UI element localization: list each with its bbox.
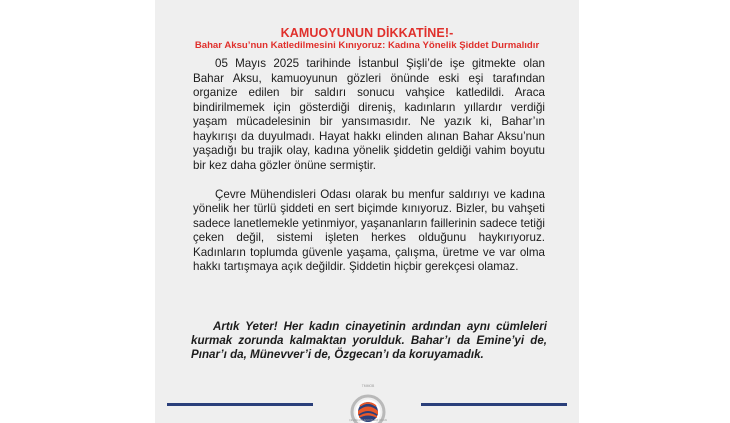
logo-ring-text: ÇEVRE MÜHENDİSLERİ ODASI [348,419,388,422]
press-release-card [155,0,579,423]
footer-rule-right [421,403,567,406]
closing-statement: Artık Yeter! Her kadın cinayetinin ardından aynı cümleleri kurmak zorunda kalmaktan yorulduk. Bahar’ı da Emine’yi de, Pınar’ı da, Münevver’i de, Özgecan’ı da koruyamadık. [191,320,547,361]
paragraph-1: 05 Mayıs 2025 tarihinde İstanbul Şişli’de işe gitmekte olan Bahar Aksu, kamuoyunun gözleri önünde eski eşi tarafından organize edilen bir saldırı sonucu vahşice katledildi. Araca bindirilmemek için gösterdiği direniş, kadınların yıllardır verdiği yaşam mücadelesinin bir yansımasıdır. Ne yazık ki, Bahar’ın haykırışı da duyulmadı. Hayat hakkı elinden alınan Bahar Aksu’nun yaşadığı bu trajik olay, kadına yönelik şiddetin geldiği vahim boyutu bir kez daha gözler önüne sermiştir. [193,57,545,172]
logo-emblem-icon [340,384,396,423]
logo-top-text: TMMOB [361,384,375,388]
announcement-body [193,57,545,275]
announcement-title: KAMUOYUNUN DİKKATİNE!- [280,26,454,40]
paragraph-spacer [193,173,545,188]
paragraph-2: Çevre Mühendisleri Odası olarak bu menfur saldırıyı ve kadına yönelik her türlü şiddeti en sert biçimde kınıyoruz. Bizler, bu vahşeti sadece lanetlemekle yetinmiyor, yaşananların faillerinin sadece tetiği çeken değil, sistemi işleten herkes olduğunu haykırıyoruz. Kadınların toplumda güvenle yaşama, çalışma, üretme ve var olma hakkı tartışmaya açık değildir. Şiddetin hiçbir gerekçesi olamaz. [193,187,545,273]
chamber-logo-icon [340,384,396,423]
footer-rule-left [167,403,313,406]
announcement-subtitle: Bahar Aksu’nun Katledilmesini Kınıyoruz: Kadına Yönelik Şiddet Durmalıdır [194,40,540,51]
